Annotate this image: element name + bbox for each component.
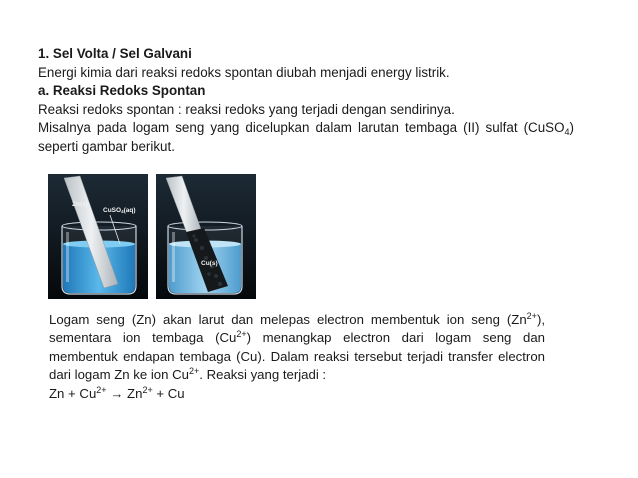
reaction-equation: [49, 385, 545, 403]
equation-right-charge: 2+: [142, 384, 153, 395]
explanation-text-2: ), sementara ion tembaga (Cu: [49, 312, 545, 346]
explanation-text-4: . Reaksi yang terjadi :: [199, 367, 327, 383]
copper-ion-charge-2: 2+: [189, 366, 200, 377]
copper-deposit-label: Cu(s): [201, 260, 218, 267]
beaker-photo-reacted: [156, 174, 256, 299]
cuso4-label-sub: 4: [121, 209, 124, 214]
zinc-ion-charge: 2+: [526, 311, 537, 321]
cuso4-label-part-a: CuSO: [103, 207, 122, 214]
beaker-reacted-illustration: [156, 174, 256, 299]
intro-text-block: [38, 45, 574, 157]
equation-left: Zn + Cu: [49, 385, 97, 401]
equation-left-charge: 2+: [96, 384, 107, 395]
equation-right: + Cu: [152, 385, 185, 401]
explanation-text-1: Logam seng (Zn) akan larut dan melepas electron membentuk ion seng (Zn: [49, 312, 527, 327]
spontaneous-definition: Reaksi redoks spontan : reaksi redoks yang terjadi dengan sendirinya.: [38, 101, 455, 117]
definition-line: Energi kimia dari reaksi redoks spontan diubah menjadi energy listrik.: [38, 64, 450, 80]
beaker-photo-initial: [48, 174, 148, 299]
section-heading: 1. Sel Volta / Sel Galvani: [38, 46, 192, 61]
example-text-2: ) seperti gambar berikut.: [38, 120, 574, 154]
explanation-block: [49, 311, 545, 403]
explanation-text-3: ) menangkap electron dari logam seng dan membentuk endapan tembaga (Cu). Dalam reaksi tersebut terjadi transfer electron dari logam Zn ke ion Cu: [49, 330, 546, 383]
copper-ion-charge: 2+: [236, 329, 247, 340]
explanation-paragraph: [49, 311, 545, 385]
copper-sulfate-label: [103, 207, 136, 215]
cuso4-label-part-b: (aq): [123, 207, 136, 214]
equation-arrow-part: → Zn: [106, 385, 143, 401]
example-paragraph: [38, 119, 574, 156]
zinc-label: Zn(s): [72, 201, 88, 208]
beaker-initial-illustration: [48, 174, 148, 299]
subscript-4: 4: [564, 127, 570, 138]
subsection-heading: a. Reaksi Redoks Spontan: [38, 83, 206, 99]
example-text-1: Misalnya pada logam seng yang dicelupkan dalam larutan tembaga (II) sulfat (CuSO: [38, 120, 565, 136]
